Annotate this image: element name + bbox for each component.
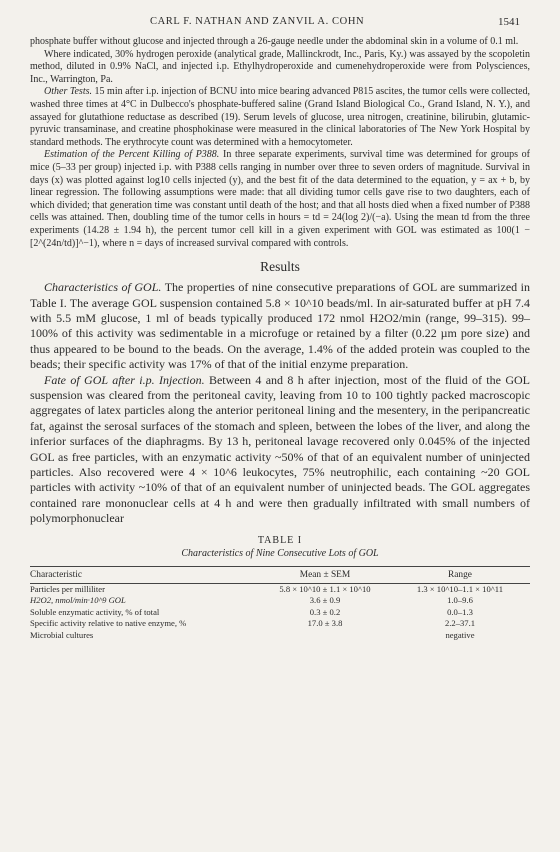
paragraph-lead: Characteristics of GOL. [44, 280, 162, 295]
table-label: TABLE I [257, 534, 303, 546]
methods-paragraph [30, 149, 530, 250]
paragraph-body: Between 4 and 8 h after injection, most of the fluid of the GOL suspension was cleared from the peritoneal cavity, leaving from 10 to 100 tightly packed macroscopic aggregates of latex particles along the anterior peritoneal lining and the mesentery, in the peripancreatic fat, against the serosal surfaces of the stomach and spleen, between the lobes of the liver, and along the inferior surfaces of the diaphragms. By 13 h, peritoneal lavage recovered only 0.045% of the injected GOL as free particles, with an enzymatic activity ~50% of that of an equivalent number of uninjected particles. Also recovered were 4 × 10^6 leukocytes, 75% neutrophilic, each containing ~20 GOL particles with activity ~10% of that of an equivalent number of uninjected beads. The GOL aggregates contained rare mononuclear cells at 4 h and were then gradually infiltrated with small numbers of polymorphonuclear [30, 372, 530, 526]
table-cell: 1.0–9.6 [447, 595, 473, 606]
paragraph-body: The properties of nine consecutive preparations of GOL are summarized in Table I. The average GOL suspension contained 5.8 × 10^10 beads/ml. In air-saturated buffer at pH 7.4 with 5.5 mM glucose, 1 ml of beads typically produced 172 nmol H2O2/min (range, 99–315). 99–100% of this activity was sedimentable in a microfuge or retained by a filter (0.22 µm pore size) and thus appeared to be bound to the beads. On the average, 1.4% of the added protein was coupled to the beads; their specific activity was 17% of that of the initial enzyme preparation. [30, 280, 530, 372]
table-cell: 5.8 × 10^10 ± 1.1 × 10^10 [279, 583, 371, 594]
table-caption: Characteristics of Nine Consecutive Lots of GOL [181, 547, 379, 559]
table-cell: Specific activity relative to native enzyme, % [30, 618, 187, 629]
table-row [30, 618, 530, 630]
table-cell [260, 630, 390, 642]
table-row [30, 607, 530, 619]
table-cell: 0.0–1.3 [447, 606, 473, 617]
table-cell: 1.3 × 10^10–1.1 × 10^11 [416, 583, 504, 594]
methods-paragraph: Where indicated, 30% hydrogen peroxide (analytical grade, Mallinckrodt, Inc., Paris, Ky.) was assayed by the scopoletin method, diluted in 0.9% NaCl, and injected i.p. Ethylhydroperoxide and cumenehydroperoxide were from Polysciences, Inc., Warrington, Pa. [30, 48, 530, 85]
paragraph-lead: Estimation of the Percent Killing of P388. [44, 149, 220, 161]
methods-section [30, 36, 530, 250]
column-header: Range [390, 566, 530, 583]
column-header: Characteristic [30, 566, 260, 583]
table-header-row [30, 566, 530, 583]
table-cell: H2O2, nmol/min·10^9 GOL [30, 595, 126, 606]
methods-paragraph: phosphate buffer without glucose and injected through a 26-gauge needle under the abdominal skin in a volume of 0.1 ml. [30, 36, 519, 47]
column-header: Mean ± SEM [260, 566, 390, 583]
page-content [30, 36, 530, 641]
paragraph-body: 15 min after i.p. injection of BCNU into mice bearing advanced P815 ascites, the tumor cells were collected, washed three times at 4°C in Dulbecco's phosphate-buffered saline (Grand Island Biological Co., Grand Island, N. Y.), and assayed for glutathione reductase as described (19). Serum levels of glucose, urea nitrogen, creatinine, bilirubin, glutamic-pyruvic transaminase, and creatine phosphokinase were measured in the clinical laboratories of The New York Hospital by standard methods. The erythrocyte count was determined with a hemocytometer. [30, 86, 530, 148]
section-heading: Results [260, 259, 300, 275]
table-cell: Particles per milliliter [30, 583, 105, 594]
page-number: 1541 [498, 16, 520, 28]
table-cell: Microbial cultures [30, 629, 94, 640]
paragraph-body: In three separate experiments, survival time was determined for groups of mice (5–33 per group) injected i.p. with P388 cells ranging in number over three to seven orders of magnitude. Survival in days (x) was plotted against log10 cells injected (y), and the best fit of the data determined to the equation, y = ax + b, by linear regression. The following assumptions were made: that all dividing tumor cells gave rise to two daughters, each of which divided; that generation time was constant until death of the host; and that all hosts died when a fixed number of P388 cells was attained. Then, doubling time of the tumor cells in hours = td = 24(log 2)/(−a). Using the mean td from the three experiments (14.28 ± 1.94 h), the percent tumor cell kill in a given experiment with GOL was estimated as 100(1 − [2^(24n/td)]^−1), where n = days of increased survival compared with controls. [30, 149, 530, 249]
characteristics-table [30, 566, 530, 642]
table-cell: 2.2–37.1 [444, 618, 476, 629]
results-paragraph [30, 280, 530, 372]
methods-paragraph [30, 86, 530, 149]
table-cell: 3.6 ± 0.9 [309, 595, 341, 606]
running-title: CARL F. NATHAN AND ZANVIL A. COHN [150, 16, 365, 27]
running-header [0, 16, 560, 32]
table-cell: Soluble enzymatic activity, % of total [30, 606, 160, 617]
table-cell: 17.0 ± 3.8 [307, 618, 343, 629]
results-section [30, 280, 530, 527]
table-row [30, 583, 530, 595]
paragraph-lead: Other Tests. [44, 86, 92, 98]
table-row [30, 630, 530, 642]
table-cell: 0.3 ± 0.2 [309, 606, 341, 617]
table-row [30, 595, 530, 607]
results-paragraph [30, 373, 530, 527]
table-cell: negative [445, 629, 475, 640]
paragraph-lead: Fate of GOL after i.p. Injection. [44, 372, 205, 387]
